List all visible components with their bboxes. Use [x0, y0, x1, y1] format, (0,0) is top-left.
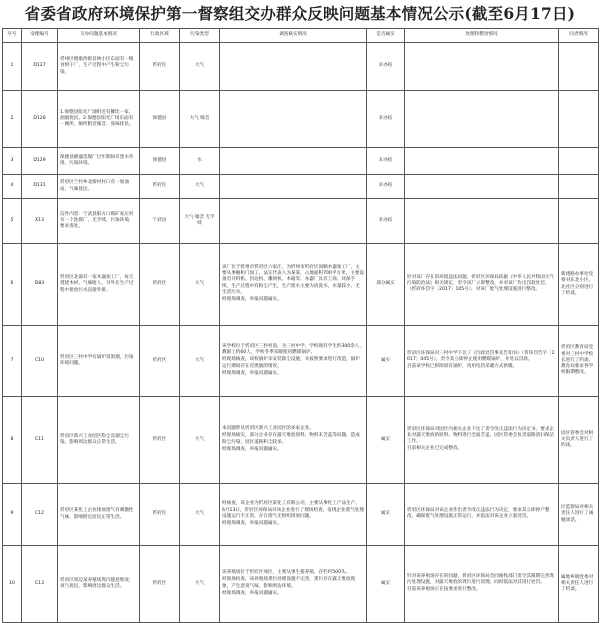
investigation-cell-paragraph: 经现场调查，举报问题属实。 — [222, 296, 282, 302]
case-code-cell: X13 — [22, 199, 58, 244]
pollution-type-cell: 大气 — [180, 43, 220, 91]
table-row — [3, 199, 599, 244]
page-title: 省委省政府环境保护第一督察组交办群众反映问题基本情况公示(截至6月17日) — [24, 4, 576, 23]
pollution-type-cell: 大气 噪音 — [180, 91, 220, 148]
investigation-cell — [220, 175, 367, 199]
case-code-cell: D127 — [22, 43, 58, 91]
issue-description-cell: 忻州区德康西街首林小区东面有一粮食烘干厂，生产过程中产生粉尘污染。 — [58, 43, 140, 91]
accountability-cell: 新建路办事处党委对东北小区、北社区分别进行了约谈。 — [559, 244, 599, 326]
handling-cell-paragraph: 目前该学校已拆除原有锅炉，改用电热采暖方式供暖。 — [407, 364, 518, 370]
serial-number-cell: 2 — [3, 91, 22, 148]
handling-cell — [405, 546, 559, 623]
verified-status-cell: 未办结 — [367, 91, 405, 148]
table-header-row — [3, 29, 599, 43]
admin-area-cell: 忻府区 — [140, 546, 180, 623]
investigation-cell — [220, 199, 367, 244]
admin-area-cell: 忻府区 — [140, 326, 180, 397]
case-code-cell: D131 — [22, 175, 58, 199]
admin-area-cell: 保德县 — [140, 91, 180, 148]
case-code-cell: C13 — [22, 546, 58, 623]
issue-description-cell: 忻府区某化工企业排放废气有刺激性气味，影响附近居民正常生活。 — [58, 484, 140, 546]
column-header: 序号 — [3, 29, 22, 43]
accountability-cell — [559, 175, 599, 199]
accountability-cell — [559, 91, 599, 148]
investigation-cell-paragraph: 该养殖场位于忻府区郊区，主要从事生猪养殖，存栏约500头。 — [222, 570, 351, 576]
handling-cell — [405, 244, 559, 326]
handling-cell — [405, 148, 559, 175]
serial-number-cell: 1 — [3, 43, 22, 91]
case-code-cell: C11 — [22, 397, 58, 484]
investigation-cell — [220, 244, 367, 326]
pollution-type-cell: 大气 噪音 无手续 — [180, 199, 220, 244]
column-header: 问责情况 — [559, 29, 599, 43]
handling-cell — [405, 91, 559, 148]
table-row — [3, 484, 599, 546]
admin-area-cell: 宁武县 — [140, 199, 180, 244]
admin-area-cell: 忻府区 — [140, 43, 180, 91]
handling-cell — [405, 175, 559, 199]
investigation-cell-paragraph: 经核查，该企业为忻府区某化工有限公司，主要从事化工产品生产。 — [222, 500, 360, 506]
serial-number-cell: 9 — [3, 484, 22, 546]
investigation-cell-paragraph: 经现场核实，部分企业存在露天堆放原料、物料未苫盖等问题，造成粉尘污染，园区道路积尘较多。 — [222, 433, 360, 445]
verified-status-cell: 属实 — [367, 397, 405, 484]
investigation-cell-paragraph: 经现场核查，该校锅炉未安装除尘设施，未按照要求进行改造，锅炉运行期间存在冒黑烟的情况。 — [222, 357, 360, 369]
accountability-cell: 忻府区教育局党委对三村中学校长进行了约谈，教育局要求各学校限期整改。 — [559, 326, 599, 397]
verified-status-cell: 属实 — [367, 546, 405, 623]
verified-status-cell: 未办结 — [367, 199, 405, 244]
case-code-cell: D83 — [22, 244, 58, 326]
column-header: 行政区域 — [140, 29, 180, 43]
serial-number-cell: 8 — [3, 397, 22, 484]
issue-description-cell: 忻府区兰村乡北街村村口有一加油站，气味扰民。 — [58, 175, 140, 199]
accountability-cell: 园区管委会对相关负责人进行了约谈。 — [559, 397, 599, 484]
issue-description-cell: 忻府区新兴工业园区粉尘及烟尘污染，影响周边群众正常生活。 — [58, 397, 140, 484]
pollution-type-cell: 大气 — [180, 546, 220, 623]
case-code-cell: C10 — [22, 326, 58, 397]
issue-description-cell: 忻府区北部有一家木器加工厂，每天焚烧木材、气味呛人，另外在生产过程中排放污水直接外排。 — [58, 244, 140, 326]
investigation-cell-paragraph: 经现场检查，该养殖场粪污处理设施不完善，粪污存在露天堆放现象，产生恶臭气味，影响周边环境。 — [222, 577, 356, 589]
investigation-cell — [220, 546, 367, 623]
handling-cell-paragraph: 针对该厂存在的环境违法问题，忻府区环保局依据《中华人民共和国大气污染防治法》相关规定，责令该厂立即整改，并对该厂作出罚款处罚。（忻府环罚字〔2017〕105号），对该厂废气处理设施进行整改。 — [407, 274, 555, 293]
table-row — [3, 397, 599, 484]
handling-cell — [405, 326, 559, 397]
table-row — [3, 546, 599, 623]
handling-cell-paragraph: 忻府区环保局对园区内相关企业下达了责令改正违法行为决定书，要求企业对露天堆放的原料、物料进行全面苫盖，园区管委会负责道路清扫保洁工作。 — [407, 426, 555, 444]
handling-cell-paragraph: 针对该养殖场存在的问题，忻府区环保局会同畜牧部门责令其限期完善粪污处理设施，对露天堆放的粪污进行清理，同时依法对其进行处罚。 — [407, 573, 555, 585]
issue-description-cell: 1.保德县阳光广场附近有餐饮一家，油烟扰民。2.保德县阳光广场东面有一厕所，厕所附近噪音、臭味扰民。 — [58, 91, 140, 148]
table-row — [3, 326, 599, 397]
table-row — [3, 175, 599, 199]
pollution-type-cell: 大气 — [180, 244, 220, 326]
admin-area-cell: 忻府区 — [140, 484, 180, 546]
column-header: 是否属实 — [367, 29, 405, 43]
handling-cell-paragraph: 目前该养殖场正在按要求进行整改。 — [407, 587, 481, 593]
verified-status-cell: 属实 — [367, 484, 405, 546]
handling-cell — [405, 199, 559, 244]
verified-status-cell: 部分属实 — [367, 244, 405, 326]
column-header: 交办问题基本情况 — [58, 29, 140, 43]
pollution-type-cell: 大气 — [180, 175, 220, 199]
pollution-type-cell: 水 — [180, 148, 220, 175]
table-body — [3, 43, 599, 623]
pollution-type-cell: 大气 — [180, 326, 220, 397]
serial-number-cell: 7 — [3, 326, 22, 397]
admin-area-cell: 忻府区 — [140, 397, 180, 484]
verified-status-cell: 属实 — [367, 326, 405, 397]
serial-number-cell: 10 — [3, 546, 22, 623]
handling-cell — [405, 397, 559, 484]
pollution-type-cell: 大气 — [180, 484, 220, 546]
verified-status-cell: 未办结 — [367, 148, 405, 175]
accountability-cell: 属地乡镇党委对相关责任人进行了约谈。 — [559, 546, 599, 623]
investigation-cell — [220, 148, 367, 175]
accountability-cell — [559, 148, 599, 175]
issue-description-cell: 忻府区三村中学有锅炉冒黑烟，污染环境问题。 — [58, 326, 140, 397]
case-code-cell: D128 — [22, 91, 58, 148]
issue-description-cell: 信件内容：宁武县阳方口煤矿家庄村有一个洗煤厂，无手续，污染环境，要求查处。 — [58, 199, 140, 244]
investigation-cell — [220, 326, 367, 397]
verified-status-cell: 未办结 — [367, 43, 405, 91]
table-row — [3, 148, 599, 175]
investigation-cell-paragraph: 经现场调查，举报问题属实。 — [222, 446, 282, 452]
handling-cell — [405, 484, 559, 546]
investigation-cell-paragraph: 该学校位于忻府区三村村南，为三村中学，学校现有学生约300余人，教职工约60人，学校冬季采暖使用燃煤锅炉。 — [222, 343, 364, 356]
column-header: 处理和整改情况 — [405, 29, 559, 43]
admin-area-cell: 保德县 — [140, 148, 180, 175]
investigation-cell-paragraph: 经现场调查，举报问题属实。 — [222, 370, 282, 376]
column-header: 受理编号 — [22, 29, 58, 43]
investigation-cell-paragraph: 6月13日，忻府区环保局对该企业进行了现场检查，发现企业废气处理设施运行不正常，存在废气无组织排放问题。 — [222, 507, 364, 519]
case-code-cell: D129 — [22, 148, 58, 175]
accountability-cell — [559, 43, 599, 91]
serial-number-cell: 4 — [3, 175, 22, 199]
column-header: 污染类型 — [180, 29, 220, 43]
table-row — [3, 91, 599, 148]
serial-number-cell: 5 — [3, 199, 22, 244]
handling-cell — [405, 43, 559, 91]
investigation-cell — [220, 484, 367, 546]
handling-cell-paragraph: 忻府区环保局对该企业作出责令改正违法行为决定，要求其立即停产整改，确保废气处理设施正常运行，并依法对该企业立案处罚。 — [407, 507, 550, 519]
serial-number-cell: 3 — [3, 148, 22, 175]
accountability-cell — [559, 199, 599, 244]
investigation-cell-paragraph: 该厂位于忻州市忻府区六家庄，为忻州市忻府区国顺木器加工厂，主要从事橱柜门加工，法定代表人为某某，占地面积700平方米，主要设备有开料机、封边机、雕刻机、木箱等。木器厂具有工商、环保手续，生产过程中有粉尘产生，生产废水主要为清洗水，水量较小，无生活污水。 — [222, 264, 364, 295]
admin-area-cell: 忻府区 — [140, 175, 180, 199]
table-row — [3, 43, 599, 91]
investigation-cell-paragraph: 经现场调查，举报问题属实。 — [222, 521, 282, 527]
investigation-cell — [220, 397, 367, 484]
issue-description-cell: 保德县隆盛选煤厂过年期间有黑水外排，污染环境。 — [58, 148, 140, 175]
complaints-table — [2, 28, 599, 623]
investigation-cell — [220, 43, 367, 91]
issue-description-cell: 忻府区周边某养殖场粪污随意堆放，臭气扰民，影响周边群众生活。 — [58, 546, 140, 623]
pollution-type-cell: 大气 — [180, 397, 220, 484]
table-row — [3, 244, 599, 326]
admin-area-cell: 忻府区 — [140, 244, 180, 326]
serial-number-cell: 6 — [3, 244, 22, 326]
investigation-cell — [220, 91, 367, 148]
handling-cell-paragraph: 忻府区环保局对三村中学下达了《行政处罚事先告知书》（忻环罚告字〔2017〕045号），责令其立即停止使用燃煤锅炉，并处以罚款。 — [407, 350, 555, 362]
investigation-cell-paragraph: 经现场调查，举报问题属实。 — [222, 590, 282, 596]
column-header: 调查核实情况 — [220, 29, 367, 43]
case-code-cell: C12 — [22, 484, 58, 546]
verified-status-cell: 未办结 — [367, 175, 405, 199]
accountability-cell: 区监察局对相关责任人进行了诫勉谈话。 — [559, 484, 599, 546]
handling-cell-paragraph: 目前相关企业已完成整改。 — [407, 446, 463, 452]
investigation-cell-paragraph: 本问题涉及忻府区新兴工业园区的多家企业。 — [222, 426, 314, 432]
